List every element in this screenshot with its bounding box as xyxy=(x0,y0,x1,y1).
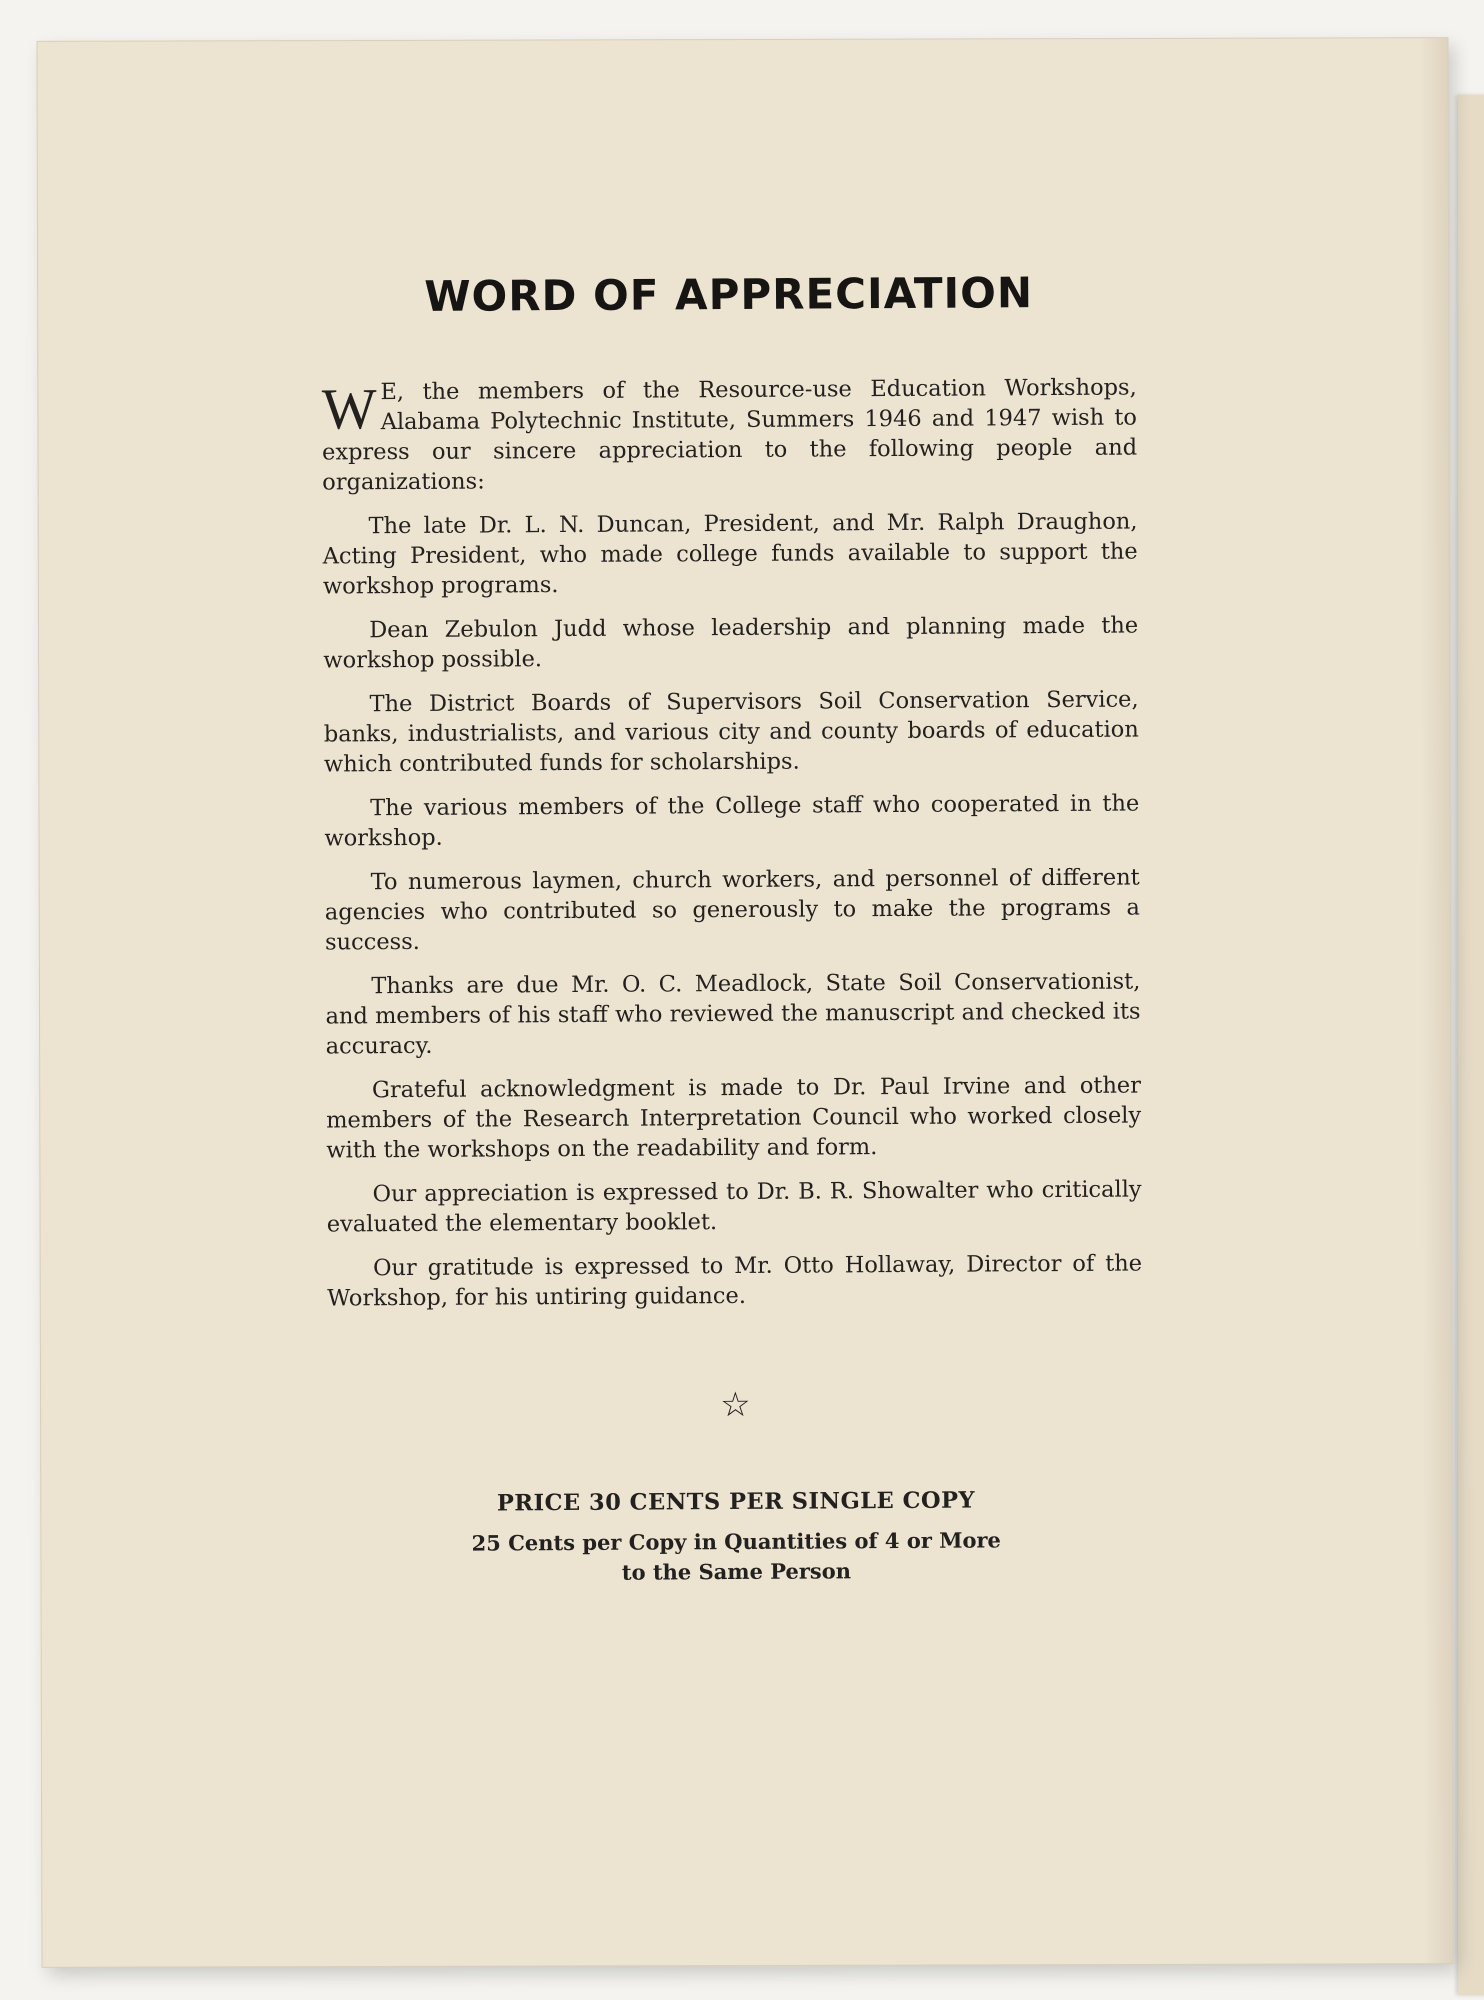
price-line: PRICE 30 CENTS PER SINGLE COPY xyxy=(496,1487,976,1517)
paragraph-meadlock: Thanks are due Mr. O. C. Meadlock, State Soil Conservationist, and members of his staff who reviewed the manuscript and checked its accuracy. xyxy=(325,968,1141,1060)
paragraph-laymen: To numerous laymen, church workers, and personnel of different agencies who contributed so generously to make the programs a success. xyxy=(324,864,1140,956)
facing-page-edge xyxy=(1458,95,1484,1995)
paragraph-irvine: Grateful acknowledgment is made to Dr. Paul Irvine and other members of the Research Interpretation Council who worked closely with the workshops on the readability and form. xyxy=(326,1072,1142,1164)
quantity-line-1: 25 Cents per Copy in Quantities of 4 or More xyxy=(471,1527,1001,1556)
drop-cap: W xyxy=(321,376,377,442)
intro-paragraph xyxy=(322,373,1138,498)
paragraph-showalter: Our appreciation is expressed to Dr. B. R. Showalter who critically evaluated the elementary booklet. xyxy=(326,1176,1142,1238)
paragraph-college-staff: The various members of the College staff who cooperated in the workshop. xyxy=(324,790,1140,852)
paragraph-judd: Dean Zebulon Judd whose leadership and planning made the workshop possible. xyxy=(323,612,1139,674)
star-icon: ☆ xyxy=(720,1384,751,1426)
quantity-line-2: to the Same Person xyxy=(621,1558,852,1585)
paragraph-district-boards: The District Boards of Supervisors Soil Conservation Service, banks, industrialists, and various city and county boards of education which contributed funds for scholarships. xyxy=(323,686,1139,778)
page-title: WORD OF APPRECIATION xyxy=(424,268,1034,321)
paragraph-hollaway: Our gratitude is expressed to Mr. Otto Hollaway, Director of the Workshop, for his untiring guidance. xyxy=(327,1250,1143,1312)
page-content xyxy=(321,268,1144,1590)
intro-text: E, the members of the Resource-use Education Workshops, Alabama Polytechnic Institute, Summers 1946 and 1947 wish to express our sincere appreciation to the following people and organizations: xyxy=(322,374,1138,496)
paragraph-duncan: The late Dr. L. N. Duncan, President, and Mr. Ralph Draughon, Acting President, who made college funds available to support the workshop programs. xyxy=(322,508,1138,600)
